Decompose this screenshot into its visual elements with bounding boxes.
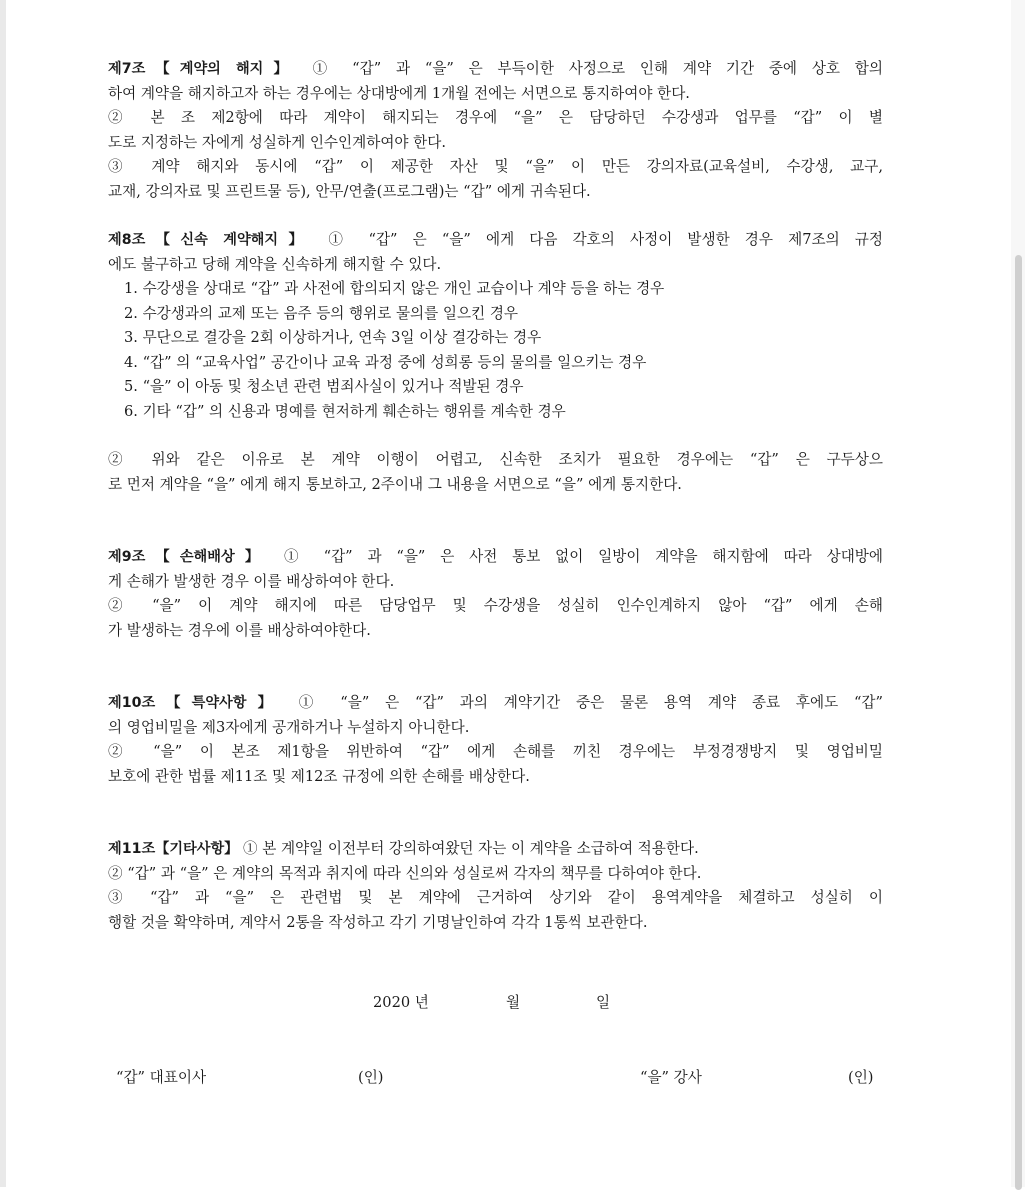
scrollbar-thumb[interactable] (1015, 255, 1022, 1190)
party-a-seal: (인) (358, 1069, 384, 1086)
page-left-edge (0, 0, 6, 1187)
article-line: 하여 계약을 해지하고자 하는 경우에는 상대방에게 1개월 전에는 서면으로 통지하여야 한다. (108, 84, 690, 102)
party-a-label: “갑” 대표이사 (116, 1069, 207, 1086)
article-line: 제9조【손해배상】 ① “갑” 과 “을” 은 사전 통보 없이 일방이 계약을 해지함에 따라 상대방에 (108, 548, 883, 565)
article-line: ② 위와 같은 이유로 본 계약 이행이 어렵고, 신속한 조치가 필요한 경우에는 “갑” 은 구두상으 (108, 451, 883, 468)
article-line: 행할 것을 확약하며, 계약서 2통을 작성하고 각기 기명날인하여 각각 1통씩 보관한다. (108, 913, 648, 931)
article-line: 제10조【특약사항】 ① “을” 은 “갑” 과의 계약기간 중은 물론 용역 계약 종료 후에도 “갑” (108, 694, 883, 711)
article-line: ② 본 조 제2항에 따라 계약이 해지되는 경우에 “을” 은 담당하던 수강생과 업무를 “갑” 이 별 (108, 109, 883, 126)
article-heading: 제9조【손해배상】 (108, 549, 270, 565)
article-s9 (108, 545, 883, 643)
article-line: ③ “갑” 과 “을” 은 관련법 및 본 계약에 근거하여 상기와 같이 용역계약을 체결하고 성실히 이 (108, 889, 883, 906)
article-line: 제8조【신속 계약해지】 ① “갑” 은 “을” 에게 다음 각호의 사정이 발생한 경우 제7조의 규정 (108, 231, 883, 248)
article-line: 보호에 관한 법률 제11조 및 제12조 규정에 의한 손해를 배상한다. (108, 767, 530, 785)
article-line: 제7조【계약의 해지】 ① “갑” 과 “을” 은 부득이한 사정으로 인해 계약 기간 중에 상호 합의 (108, 60, 883, 77)
article-heading: 제8조【신속 계약해지】 (108, 232, 314, 248)
article-line: ② “갑” 과 “을” 은 계약의 목적과 취지에 따라 신의와 성실로써 각자의 책무를 다하여야 한다. (108, 864, 702, 882)
article-gap (108, 497, 883, 545)
article-line: 게 손해가 발생한 경우 이를 배상하여야 한다. (108, 572, 395, 590)
list-item: 2. 수강생과의 교제 또는 음주 등의 행위로 물의를 일으킨 경우 (124, 304, 519, 322)
list-item: 4. “갑” 의 “교육사업” 공간이나 교육 과정 중에 성희롱 등의 물의를 일으키는 경우 (124, 353, 647, 371)
article-line: ② “을” 이 본조 제1항을 위반하여 “갑” 에게 손해를 끼친 경우에는 부정경쟁방지 및 영업비밀 (108, 743, 883, 760)
article-s8 (108, 228, 883, 497)
article-heading: 제10조【특약사항】 (108, 695, 283, 711)
article-line: ② “을” 이 계약 해지에 따른 담당업무 및 수강생을 성실히 인수인계하지 않아 “갑” 에게 손해 (108, 597, 883, 614)
contract-document (108, 57, 883, 935)
article-gap (108, 643, 883, 691)
list-item: 6. 기타 “갑” 의 신용과 명예를 현저하게 훼손하는 행위를 계속한 경우 (124, 402, 566, 420)
article-line: 의 영업비밀을 제3자에게 공개하거나 누설하지 아니한다. (108, 718, 470, 736)
article-line: 가 발생하는 경우에 이를 배상하여야한다. (108, 621, 371, 639)
date-year: 2020 년 (373, 994, 429, 1011)
article-gap (108, 204, 883, 228)
date-month: 월 (506, 994, 521, 1011)
article-line: 교재, 강의자료 및 프린트물 등), 안무/연출(프로그램)는 “갑” 에게 귀속된다. (108, 182, 591, 200)
party-b-seal: (인) (848, 1069, 874, 1086)
list-item: 5. “을” 이 아동 및 청소년 관련 범죄사실이 있거나 적발된 경우 (124, 378, 524, 395)
article-s11 (108, 837, 883, 935)
list-item: 1. 수강생을 상대로 “갑” 과 사전에 합의되지 않은 개인 교습이나 계약 등을 하는 경우 (124, 280, 665, 297)
article-line: 로 먼저 계약을 “을” 에게 해지 통보하고, 2주이내 그 내용을 서면으로 “을” 에게 통지한다. (108, 475, 682, 493)
article-line: 도로 지정하는 자에게 성실하게 인수인계하여야 한다. (108, 133, 446, 151)
party-b-label: “을” 강사 (640, 1069, 702, 1086)
article-s7 (108, 57, 883, 204)
spacer (108, 424, 883, 448)
article-line: 에도 불구하고 당해 계약을 신속하게 해지할 수 있다. (108, 255, 442, 273)
article-line: 제11조【기타사항】 ① 본 계약일 이전부터 강의하여왔던 자는 이 계약을 소급하여 적용한다. (108, 840, 699, 857)
signature-block (108, 1066, 883, 1090)
article-s10 (108, 691, 883, 789)
date-day: 일 (596, 994, 611, 1011)
signing-date (108, 991, 883, 1015)
article-line: ③ 계약 해지와 동시에 “갑” 이 제공한 자산 및 “을” 이 만든 강의자료(교육설비, 수강생, 교구, (108, 158, 883, 175)
article-gap (108, 789, 883, 837)
list-item: 3. 무단으로 결강을 2회 이상하거나, 연속 3일 이상 결강하는 경우 (124, 329, 542, 346)
article-heading: 제7조【계약의 해지】 (108, 61, 298, 77)
article-heading: 제11조【기타사항】 (108, 841, 239, 857)
